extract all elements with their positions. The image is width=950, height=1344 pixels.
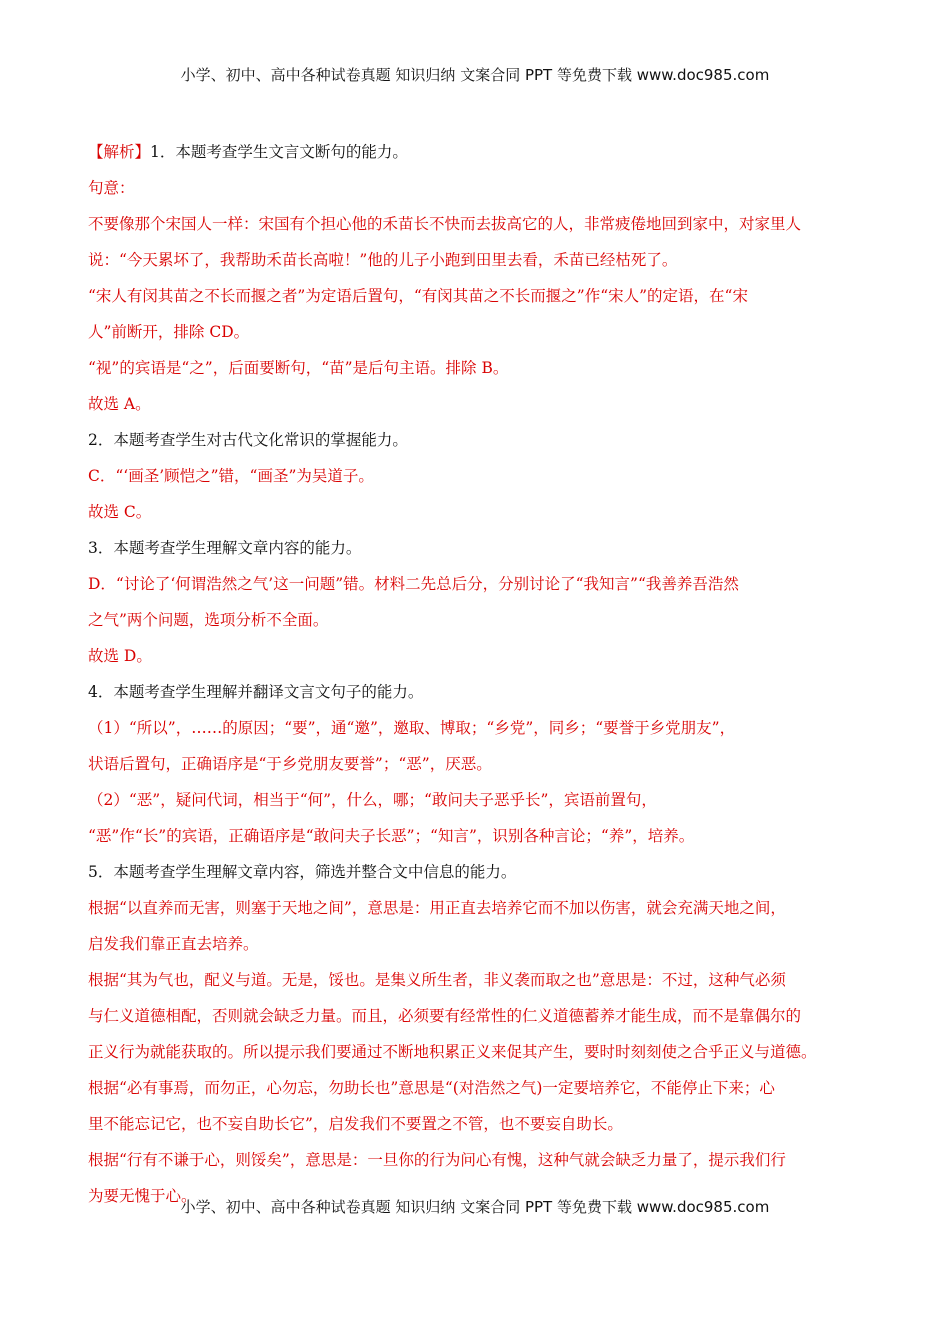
q5-line: 启发我们靠正直去培养。: [88, 935, 259, 953]
q5-line: 根据“以直养而无害，则塞于天地之间”，意思是：用正直去培养它而不加以伤害，就会充满天地之间，: [88, 899, 786, 917]
q5-line: 与仁义道德相配，否则就会缺乏力量。而且，必须要有经常性的仁义道德蓄养才能生成，而不是靠偶尔的: [88, 1007, 802, 1025]
q2-title: 2．本题考查学生对古代文化常识的掌握能力。: [88, 431, 408, 449]
page-header: 小学、初中、高中各种试卷真题 知识归纳 文案合同 PPT 等免费下载 www.doc985.com: [180, 66, 770, 84]
q5-line: 根据“其为气也，配义与道。无是，馁也。是集义所生者，非义袭而取之也”意思是：不过，这种气必须: [88, 971, 786, 989]
q5-title: 5．本题考查学生理解文章内容，筛选并整合文中信息的能力。: [88, 863, 517, 881]
q4-line: 状语后置句，正确语序是“于乡党朋友要誉”；“恶”，厌恶。: [88, 755, 492, 773]
q3-line: 故选 D。: [88, 647, 152, 665]
q3-line: D．“讨论了‘何谓浩然之气’这一问题”错。材料二先总后分，分别讨论了“我知言”“我善养吾浩然: [88, 575, 739, 593]
q1-line: 人”前断开，排除 CD。: [88, 323, 250, 341]
q5-line: 正义行为就能获取的。所以提示我们要通过不断地积累正义来促其产生，要时时刻刻使之合乎正义与道德。: [88, 1043, 817, 1061]
page-footer: 小学、初中、高中各种试卷真题 知识归纳 文案合同 PPT 等免费下载 www.doc985.com: [180, 1198, 770, 1216]
q1-line: “视”的宾语是“之”，后面要断句，“苗”是后句主语。排除 B。: [88, 359, 509, 377]
q1-line: 不要像那个宋国人一样：宋国有个担心他的禾苗长不快而去拔高它的人，非常疲倦地回到家中，对家里人: [88, 215, 802, 233]
q5-line: 根据“行有不谦于心，则馁矣”，意思是：一旦你的行为问心有愧，这种气就会缺乏力量了，提示我们行: [88, 1151, 786, 1169]
q2-line: 故选 C。: [88, 503, 152, 521]
q3-line: 之气”两个问题，选项分析不全面。: [88, 611, 329, 629]
q4-title: 4．本题考查学生理解并翻译文言文句子的能力。: [88, 683, 424, 701]
q2-line: C．“‘画圣’顾恺之”错，“画圣”为吴道子。: [88, 467, 374, 485]
q1-line: 故选 A。: [88, 395, 151, 413]
q4-line: （2）“恶”，疑问代词，相当于“何”，什么，哪；“敢问夫子恶乎长”，宾语前置句，: [88, 791, 657, 809]
q5-line: 里不能忘记它，也不妄自助长它”，启发我们不要置之不管，也不要妄自助长。: [88, 1115, 623, 1133]
q3-title: 3．本题考查学生理解文章内容的能力。: [88, 539, 362, 557]
q5-line: 为要无愧于心。: [88, 1187, 197, 1205]
analysis-label: 【解析】: [88, 143, 151, 161]
analysis-section: [88, 134, 873, 1214]
q4-line: “恶”作“长”的宾语，正确语序是“敢问夫子长恶”；“知言”，识别各种言论；“养”，培养。: [88, 827, 695, 845]
q1-line: 说：“今天累坏了，我帮助禾苗长高啦！”他的儿子小跑到田里去看，禾苗已经枯死了。: [88, 251, 678, 269]
q1-title: 【解析】1．本题考查学生文言文断句的能力。: [88, 143, 408, 161]
q1-line: “宋人有闵其苗之不长而揠之者”为定语后置句，“有闵其苗之不长而揠之”作“宋人”的定语，在“宋: [88, 287, 748, 305]
q5-line: 根据“必有事焉，而勿正，心勿忘，勿助长也”意思是“(对浩然之气)一定要培养它，不能停止下来；心: [88, 1079, 775, 1097]
q4-line: （1）“所以”，……的原因；“要”，通“邀”，邀取、博取；“乡党”，同乡；“要誉于乡党朋友”，: [88, 719, 736, 737]
q1-line: 句意：: [88, 179, 135, 197]
